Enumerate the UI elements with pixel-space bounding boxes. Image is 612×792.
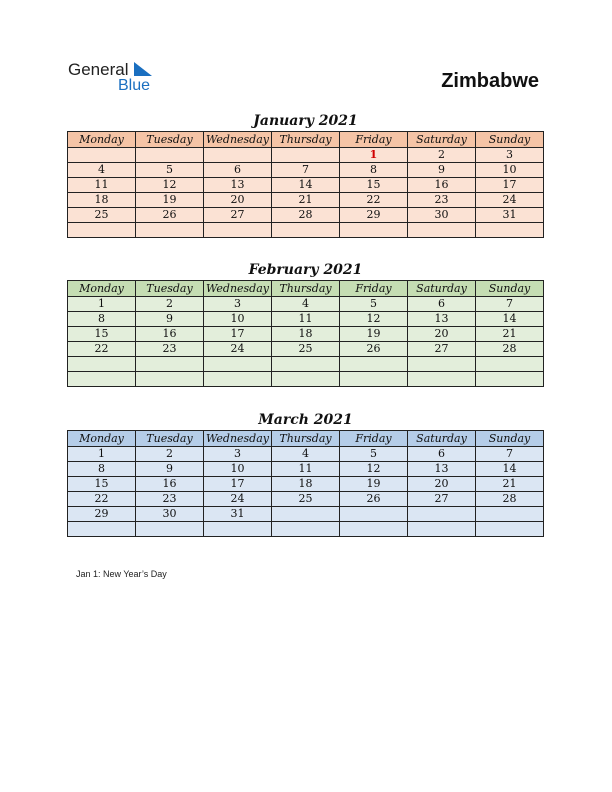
week-row <box>68 507 544 522</box>
day-cell: 12 <box>340 312 408 327</box>
month-january <box>67 111 544 238</box>
day-cell <box>340 223 408 238</box>
day-cell <box>408 357 476 372</box>
day-cell <box>68 372 136 387</box>
day-cell <box>340 372 408 387</box>
day-cell: 9 <box>136 312 204 327</box>
month-title: January 2021 <box>253 113 358 129</box>
weekday-monday: Monday <box>68 132 136 148</box>
day-cell: 2 <box>136 297 204 312</box>
day-cell: 1 <box>68 447 136 462</box>
day-cell <box>408 223 476 238</box>
week-row <box>68 522 544 537</box>
day-cell: 30 <box>408 208 476 223</box>
day-cell <box>204 357 272 372</box>
day-cell: 13 <box>408 312 476 327</box>
day-cell <box>136 148 204 163</box>
day-cell: 3 <box>204 447 272 462</box>
day-cell: 26 <box>340 342 408 357</box>
day-cell: 17 <box>476 178 544 193</box>
day-cell: 27 <box>408 342 476 357</box>
day-cell: 26 <box>136 208 204 223</box>
day-cell: 6 <box>408 297 476 312</box>
weekday-tuesday: Tuesday <box>136 281 204 297</box>
day-cell: 24 <box>204 342 272 357</box>
week-row <box>68 223 544 238</box>
day-cell <box>136 372 204 387</box>
day-cell: 23 <box>136 492 204 507</box>
day-cell <box>408 522 476 537</box>
day-cell: 11 <box>272 462 340 477</box>
weekday-sunday: Sunday <box>476 132 544 148</box>
day-cell <box>272 522 340 537</box>
day-cell: 11 <box>68 178 136 193</box>
day-cell: 28 <box>476 492 544 507</box>
day-cell: 8 <box>340 163 408 178</box>
day-cell: 5 <box>340 447 408 462</box>
week-row <box>68 492 544 507</box>
weekday-tuesday: Tuesday <box>136 132 204 148</box>
day-cell: 31 <box>476 208 544 223</box>
day-cell: 18 <box>272 327 340 342</box>
day-cell: 10 <box>204 462 272 477</box>
logo-triangle-icon <box>132 62 152 78</box>
day-cell: 18 <box>68 193 136 208</box>
day-cell: 30 <box>136 507 204 522</box>
weekday-wednesday: Wednesday <box>204 132 272 148</box>
day-cell: 18 <box>272 477 340 492</box>
day-cell: 14 <box>272 178 340 193</box>
day-cell: 7 <box>272 163 340 178</box>
day-cell: 13 <box>204 178 272 193</box>
day-cell: 5 <box>340 297 408 312</box>
holiday-notes <box>76 569 167 579</box>
day-cell: 6 <box>408 447 476 462</box>
day-cell: 25 <box>68 208 136 223</box>
weekday-saturday: Saturday <box>408 431 476 447</box>
day-cell <box>408 372 476 387</box>
day-cell: 20 <box>408 477 476 492</box>
day-cell: 2 <box>136 447 204 462</box>
day-cell: 7 <box>476 297 544 312</box>
day-cell: 3 <box>204 297 272 312</box>
day-cell <box>68 522 136 537</box>
day-cell: 29 <box>340 208 408 223</box>
week-row <box>68 357 544 372</box>
day-cell <box>476 507 544 522</box>
weekday-friday: Friday <box>340 431 408 447</box>
day-cell <box>408 507 476 522</box>
day-cell: 16 <box>408 178 476 193</box>
week-row <box>68 208 544 223</box>
weekday-sunday: Sunday <box>476 431 544 447</box>
day-cell: 19 <box>340 327 408 342</box>
month-march <box>67 410 544 537</box>
day-cell: 12 <box>136 178 204 193</box>
day-cell <box>476 372 544 387</box>
day-cell: 4 <box>68 163 136 178</box>
weekday-friday: Friday <box>340 281 408 297</box>
day-cell: 14 <box>476 312 544 327</box>
day-cell: 8 <box>68 462 136 477</box>
day-cell <box>272 507 340 522</box>
day-cell <box>136 223 204 238</box>
week-row <box>68 477 544 492</box>
country-title: Zimbabwe <box>441 70 539 92</box>
day-cell <box>204 148 272 163</box>
day-cell <box>204 372 272 387</box>
week-row <box>68 447 544 462</box>
day-cell: 4 <box>272 447 340 462</box>
day-cell <box>272 148 340 163</box>
day-cell: 27 <box>408 492 476 507</box>
weekday-tuesday: Tuesday <box>136 431 204 447</box>
day-cell <box>136 357 204 372</box>
day-cell: 23 <box>136 342 204 357</box>
day-cell <box>136 522 204 537</box>
day-cell: 4 <box>272 297 340 312</box>
week-row <box>68 297 544 312</box>
day-cell: 14 <box>476 462 544 477</box>
day-cell: 22 <box>340 193 408 208</box>
day-cell: 1 <box>340 148 408 163</box>
day-cell: 9 <box>136 462 204 477</box>
week-row <box>68 148 544 163</box>
day-cell: 16 <box>136 327 204 342</box>
day-cell: 25 <box>272 492 340 507</box>
day-cell <box>204 223 272 238</box>
day-cell: 19 <box>340 477 408 492</box>
day-cell <box>476 223 544 238</box>
month-title: February 2021 <box>248 262 363 278</box>
day-cell: 15 <box>68 477 136 492</box>
weekday-header-row <box>68 281 544 297</box>
day-cell: 21 <box>272 193 340 208</box>
week-row <box>68 462 544 477</box>
day-cell: 10 <box>204 312 272 327</box>
day-cell <box>272 223 340 238</box>
day-cell: 21 <box>476 477 544 492</box>
day-cell: 15 <box>340 178 408 193</box>
day-cell <box>476 357 544 372</box>
weekday-friday: Friday <box>340 132 408 148</box>
day-cell: 22 <box>68 342 136 357</box>
weekday-monday: Monday <box>68 281 136 297</box>
day-cell: 5 <box>136 163 204 178</box>
day-cell: 10 <box>476 163 544 178</box>
month-february <box>67 260 544 387</box>
month-title: March 2021 <box>258 412 353 428</box>
week-row <box>68 327 544 342</box>
week-row <box>68 163 544 178</box>
day-cell <box>68 357 136 372</box>
day-cell: 1 <box>68 297 136 312</box>
week-row <box>68 342 544 357</box>
week-row <box>68 193 544 208</box>
weekday-header-row <box>68 132 544 148</box>
day-cell: 25 <box>272 342 340 357</box>
day-cell <box>204 522 272 537</box>
weekday-monday: Monday <box>68 431 136 447</box>
day-cell: 17 <box>204 327 272 342</box>
day-cell: 20 <box>204 193 272 208</box>
logo <box>68 60 168 100</box>
logo-general-text: General <box>68 60 129 79</box>
day-cell <box>476 522 544 537</box>
weekday-saturday: Saturday <box>408 132 476 148</box>
weekday-thursday: Thursday <box>272 281 340 297</box>
calendar-table <box>67 430 544 537</box>
holiday-note: Jan 1: New Year’s Day <box>76 569 167 579</box>
weekday-thursday: Thursday <box>272 132 340 148</box>
day-cell: 2 <box>408 148 476 163</box>
calendar-table <box>67 280 544 387</box>
day-cell: 24 <box>204 492 272 507</box>
day-cell: 6 <box>204 163 272 178</box>
day-cell: 12 <box>340 462 408 477</box>
day-cell: 21 <box>476 327 544 342</box>
week-row <box>68 178 544 193</box>
day-cell: 8 <box>68 312 136 327</box>
week-row <box>68 312 544 327</box>
weekday-wednesday: Wednesday <box>204 431 272 447</box>
day-cell: 28 <box>272 208 340 223</box>
weekday-header-row <box>68 431 544 447</box>
day-cell: 27 <box>204 208 272 223</box>
day-cell: 11 <box>272 312 340 327</box>
day-cell <box>68 223 136 238</box>
week-row <box>68 372 544 387</box>
weekday-saturday: Saturday <box>408 281 476 297</box>
day-cell: 20 <box>408 327 476 342</box>
day-cell <box>340 522 408 537</box>
day-cell: 13 <box>408 462 476 477</box>
weekday-thursday: Thursday <box>272 431 340 447</box>
day-cell: 29 <box>68 507 136 522</box>
day-cell: 19 <box>136 193 204 208</box>
day-cell: 22 <box>68 492 136 507</box>
day-cell: 31 <box>204 507 272 522</box>
day-cell: 26 <box>340 492 408 507</box>
day-cell: 7 <box>476 447 544 462</box>
weekday-wednesday: Wednesday <box>204 281 272 297</box>
day-cell: 28 <box>476 342 544 357</box>
day-cell <box>340 357 408 372</box>
day-cell: 16 <box>136 477 204 492</box>
logo-blue-text: Blue <box>118 77 151 94</box>
day-cell: 15 <box>68 327 136 342</box>
weekday-sunday: Sunday <box>476 281 544 297</box>
calendar-table <box>67 131 544 238</box>
day-cell: 24 <box>476 193 544 208</box>
day-cell <box>272 372 340 387</box>
day-cell: 9 <box>408 163 476 178</box>
day-cell: 17 <box>204 477 272 492</box>
day-cell <box>68 148 136 163</box>
day-cell: 3 <box>476 148 544 163</box>
day-cell <box>272 357 340 372</box>
day-cell: 23 <box>408 193 476 208</box>
day-cell <box>340 507 408 522</box>
